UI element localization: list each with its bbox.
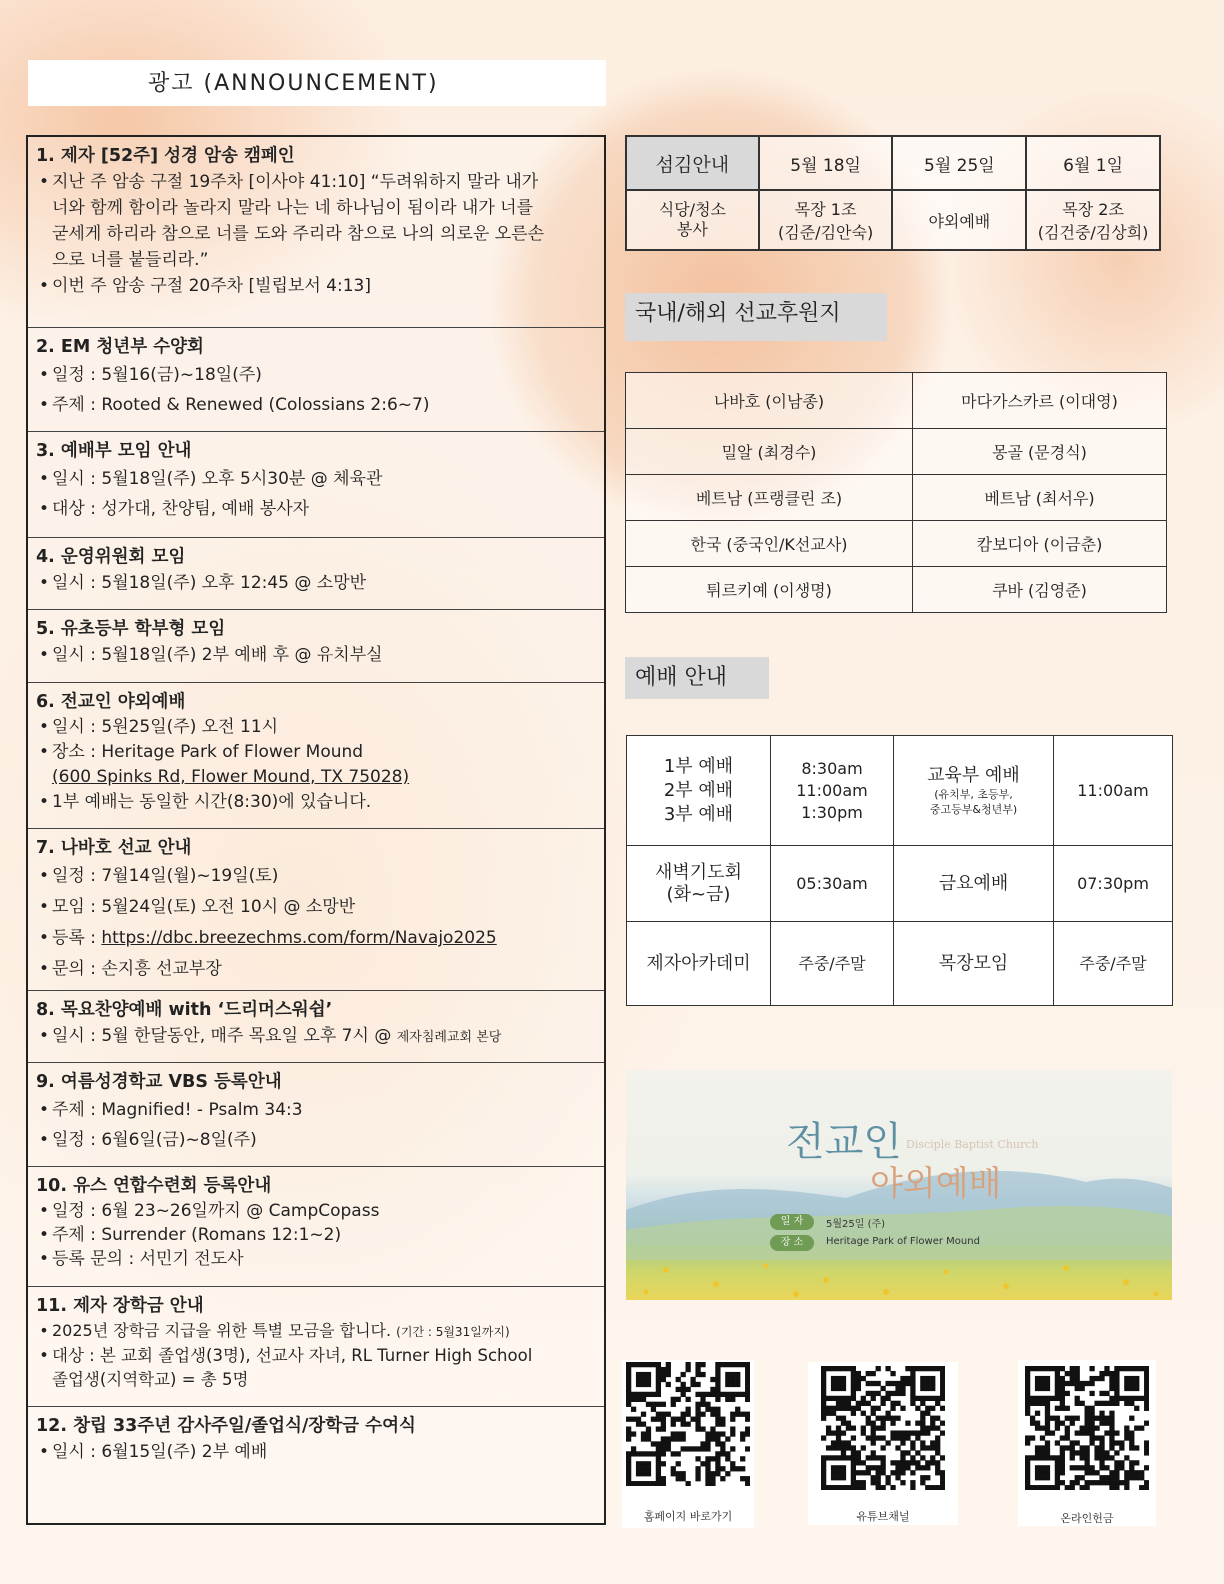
worship-heading: 예배 안내 (625, 657, 769, 699)
announcement-title: 7. 나바호 선교 안내 (36, 838, 192, 858)
announcement-item (28, 1287, 604, 1407)
announcement-line: • 일시 : 6월15일(주) 2부 예배 (38, 1442, 268, 1462)
qr-code-icon (1025, 1366, 1149, 1490)
announcement-line: • 일정 : 7월14일(월)~19일(토) (38, 866, 279, 886)
announcement-title: 11. 제자 장학금 안내 (36, 1296, 204, 1316)
qr-youtube[interactable] (808, 1362, 958, 1525)
announcement-title: 6. 전교인 야외예배 (36, 692, 186, 712)
qr-label: 온라인헌금 (1060, 1512, 1114, 1525)
qr-homepage[interactable] (622, 1360, 754, 1528)
announcement-title: 3. 예배부 모임 안내 (36, 441, 192, 461)
serving-schedule-table (625, 135, 1161, 251)
announcement-line: • 일정 : 6월6일(금)~8일(주) (38, 1130, 257, 1150)
page-title: 광고 (ANNOUNCEMENT) (148, 71, 439, 96)
worship-names: 1부 예배 2부 예배 3부 예배 (627, 736, 771, 846)
announcement-line: • 일시 : 5원25일(주) 오전 11시 (38, 717, 279, 737)
serving-date: 5월 18일 (759, 136, 893, 190)
serving-header: 섬김안내 (626, 136, 759, 190)
education-worship-time: 11:00am (1054, 736, 1173, 846)
announcement-line: 으로 너를 붙들리라.” (52, 250, 209, 270)
announcement-title: 8. 목요찬양예배 with ‘드리머스워쉽’ (36, 1000, 333, 1020)
address-line: (600 Spinks Rd, Flower Mound, TX 75028) (52, 767, 410, 787)
announcement-line: • 등록 문의 : 서민기 전도사 (38, 1249, 244, 1269)
qr-label: 유튜브채널 (856, 1510, 910, 1523)
announcement-item (28, 1407, 604, 1523)
announcement-line: • 일시 : 5월 한달동안, 매주 목요일 오후 7시 @ 제자침례교회 본당 (38, 1026, 502, 1046)
dawn-prayer: 새벽기도회 (화~금) (627, 846, 771, 922)
announcement-line: • 이번 주 암송 구절 20주차 [빌립보서 4:13] (38, 276, 371, 296)
announcement-title: 9. 여름성경학교 VBS 등록안내 (36, 1072, 282, 1092)
missions-heading: 국내/해외 선교후원지 (625, 293, 887, 341)
cell-group-time: 주중/주말 (1054, 922, 1173, 1006)
announcement-line: 굳세게 하리라 참으로 너를 도와 주리라 참으로 나의 의로운 오른손 (52, 224, 545, 244)
announcement-line: 졸업생(지역학교) = 총 5명 (52, 1370, 249, 1389)
serving-date: 6월 1일 (1026, 136, 1160, 190)
announcement-title: 10. 유스 연합수련회 등록안내 (36, 1176, 272, 1196)
academy-time: 주중/주말 (771, 922, 894, 1006)
church-name: Disciple Baptist Church (906, 1138, 1039, 1151)
banner-title-2: 야외예배 (870, 1164, 1002, 1204)
banner-date: 5월25일 (주) (826, 1219, 886, 1230)
serving-row-label: 식당/청소 봉사 (626, 190, 759, 250)
date-tag: 일 자 (770, 1214, 814, 1230)
announcement-line: • 일시 : 5월18일(주) 오후 12:45 @ 소망반 (38, 573, 367, 593)
mission-cell: 캄보디아 (이금춘) (913, 521, 1167, 567)
announcement-title: 5. 유초등부 학부형 모임 (36, 619, 226, 639)
qr-code-icon (626, 1362, 750, 1486)
announcement-item (28, 991, 604, 1063)
announcement-item (28, 1063, 604, 1167)
announcement-line: • 등록 : https://dbc.breezechms.com/form/Navajo2025 (38, 928, 497, 948)
place-tag: 장 소 (770, 1235, 814, 1251)
announcement-item (28, 137, 604, 328)
dawn-prayer-time: 05:30am (771, 846, 894, 922)
announcement-line: • 주제 : Magnified! - Psalm 34:3 (38, 1100, 303, 1120)
announcement-item (28, 829, 604, 991)
friday-worship: 금요예배 (894, 846, 1054, 922)
missions-table (625, 372, 1167, 613)
announcement-line: • 일시 : 5월18일(주) 오후 5시30분 @ 체육관 (38, 469, 383, 489)
announcement-line: • 장소 : Heritage Park of Flower Mound (38, 742, 364, 762)
serving-cell: 목장 2조 (김건중/김상희) (1026, 190, 1160, 250)
friday-worship-time: 07:30pm (1054, 846, 1173, 922)
announcement-line: 너와 함께 함이라 놀라지 말라 나는 네 하나님이 됨이라 내가 너를 (52, 198, 534, 218)
education-worship: 교육부 예배 (유치부, 초등부, 중고등부&청년부) (894, 736, 1054, 846)
announcement-line: • 대상 : 성가대, 찬양팀, 예배 봉사자 (38, 499, 310, 519)
mission-cell: 베트남 (최서우) (913, 475, 1167, 521)
announcement-line: • 문의 : 손지흥 선교부장 (38, 959, 222, 979)
mission-cell: 밀알 (최경수) (626, 429, 913, 475)
announcement-header (28, 60, 606, 106)
qr-online-offering[interactable] (1018, 1360, 1156, 1526)
announcement-line: • 1부 예배는 동일한 시간(8:30)에 있습니다. (38, 792, 372, 812)
mission-cell: 한국 (중국인/K선교사) (626, 521, 913, 567)
mission-cell: 베트남 (프랭클린 조) (626, 475, 913, 521)
serving-cell: 야외예배 (892, 190, 1026, 250)
announcement-item (28, 1167, 604, 1287)
announcement-line: • 일시 : 5월18일(주) 2부 예배 후 @ 유치부실 (38, 645, 383, 665)
mission-cell: 나바호 (이남종) (626, 373, 913, 429)
announcement-item (28, 432, 604, 538)
mission-cell: 튀르키예 (이생명) (626, 567, 913, 613)
worship-table (626, 735, 1173, 1006)
announcement-item (28, 610, 604, 683)
announcement-line: • 주제 : Rooted & Renewed (Colossians 2:6~7) (38, 395, 430, 415)
announcement-title: 1. 제자 [52주] 성경 암송 캠페인 (36, 146, 295, 166)
qr-code-icon (821, 1366, 945, 1490)
announcement-line: • 지난 주 암송 구절 19주차 [이사야 41:10] “두려워하지 말라 내가 (38, 172, 539, 192)
banner-place: Heritage Park of Flower Mound (826, 1236, 980, 1247)
announcement-line: • 대상 : 본 교회 졸업생(3명), 선교사 자녀, RL Turner High School (39, 1346, 533, 1365)
registration-link[interactable]: https://dbc.breezechms.com/form/Navajo2025 (101, 928, 497, 948)
announcement-line: • 모임 : 5월24일(토) 오전 10시 @ 소망반 (38, 897, 356, 917)
announcement-title: 12. 창립 33주년 감사주일/졸업식/장학금 수여식 (36, 1416, 416, 1436)
mission-cell: 쿠바 (김영준) (913, 567, 1167, 613)
qr-label: 홈페이지 바로가기 (643, 1510, 733, 1523)
academy: 제자아카데미 (627, 922, 771, 1006)
announcement-title: 2. EM 청년부 수양회 (36, 337, 204, 357)
announcement-line: • 2025년 장학금 지급을 위한 특별 모금을 합니다. (기간 : 5월31일까지) (39, 1321, 510, 1340)
announcement-list (26, 135, 606, 1525)
announcement-item (28, 683, 604, 829)
serving-date: 5월 25일 (892, 136, 1026, 190)
worship-times: 8:30am 11:00am 1:30pm (771, 736, 894, 846)
mission-cell: 몽골 (문경식) (913, 429, 1167, 475)
announcement-line: • 일정 : 5월16(금)~18일(주) (38, 365, 262, 385)
serving-cell: 목장 1조 (김준/김안숙) (759, 190, 893, 250)
cell-group: 목장모임 (894, 922, 1054, 1006)
announcement-title: 4. 운영위원회 모임 (36, 547, 186, 567)
outdoor-worship-banner (626, 1070, 1172, 1300)
mission-cell: 마다가스카르 (이대영) (913, 373, 1167, 429)
announcement-line: • 주제 : Surrender (Romans 12:1~2) (38, 1225, 342, 1245)
announcement-item (28, 328, 604, 432)
banner-title-1: 전교인 (786, 1119, 902, 1165)
announcement-item (28, 538, 604, 610)
announcement-line: • 일정 : 6월 23~26일까지 @ CampCopass (38, 1201, 380, 1221)
